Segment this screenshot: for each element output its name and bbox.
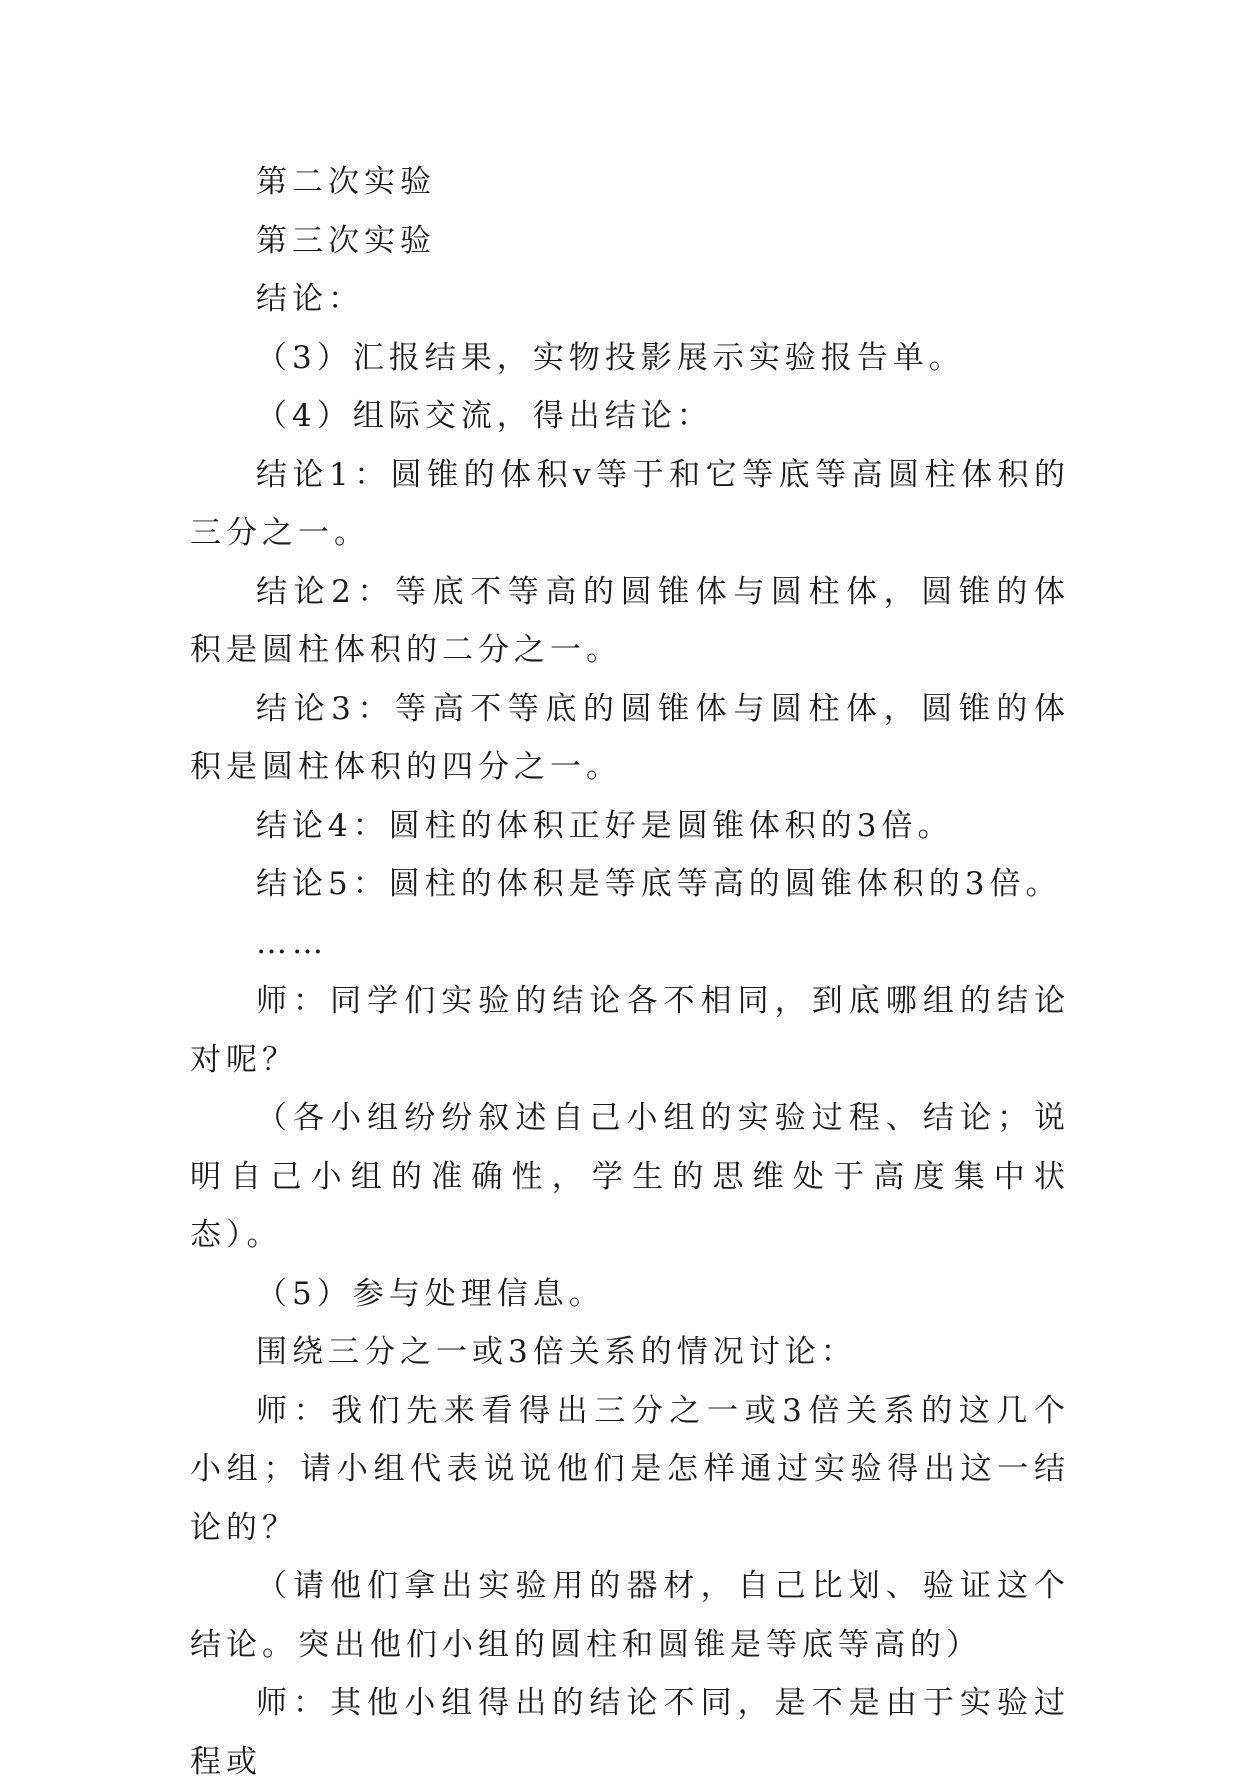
paragraph-ellipsis: …… — [256, 924, 328, 961]
paragraph-conclusion-2: 结论2：等底不等高的圆锥体与圆柱体，圆锥的体积是圆柱体积的二分之一。 — [190, 573, 1070, 668]
paragraph-teacher-question: 师：同学们实验的结论各不相同，到底哪组的结论对呢？ — [190, 983, 1070, 1078]
paragraph-conclusion-3: 结论3：等高不等底的圆锥体与圆柱体，圆锥的体积是圆柱体积的四分之一。 — [190, 690, 1070, 785]
paragraph-conclusion-5: 结论5：圆柱的体积是等底等高的圆锥体积的3倍。 — [256, 866, 1062, 902]
paragraph-report-results: （3）汇报结果，实物投影展示实验报告单。 — [256, 339, 965, 376]
paragraph-conclusion-label: 结论： — [256, 281, 364, 317]
paragraph-group-exchange: （4）组际交流，得出结论： — [256, 398, 713, 434]
paragraph-discussion-topic: 围绕三分之一或3倍关系的情况讨论： — [256, 1334, 857, 1370]
paragraph-demonstrate-equipment: （请他们拿出实验用的器材，自己比划、验证这个结论。突出他们小组的圆柱和圆锥是等底等高的） — [190, 1568, 1070, 1663]
paragraph-conclusion-4: 结论4：圆柱的体积正好是圆锥体积的3倍。 — [256, 807, 954, 844]
paragraph-teacher-look-groups: 师：我们先来看得出三分之一或3倍关系的这几个小组；请小组代表说说他们是怎样通过实验得出这一结论的？ — [190, 1392, 1070, 1546]
paragraph-groups-describe: （各小组纷纷叙述自己小组的实验过程、结论；说明自己小组的准确性，学生的思维处于高度集中状态）。 — [190, 1100, 1070, 1253]
paragraph-third-experiment: 第三次实验 — [256, 222, 436, 259]
paragraph-conclusion-1: 结论1：圆锥的体积v等于和它等底等高圆柱体积的三分之一。 — [190, 456, 1070, 551]
paragraph-teacher-other-groups: 师：其他小组得出的结论不同，是不是由于实验过程或 — [190, 1685, 1070, 1780]
paragraph-process-info: （5）参与处理信息。 — [256, 1275, 605, 1312]
paragraph-second-experiment: 第二次实验 — [256, 164, 436, 200]
document-body — [190, 153, 1070, 1791]
